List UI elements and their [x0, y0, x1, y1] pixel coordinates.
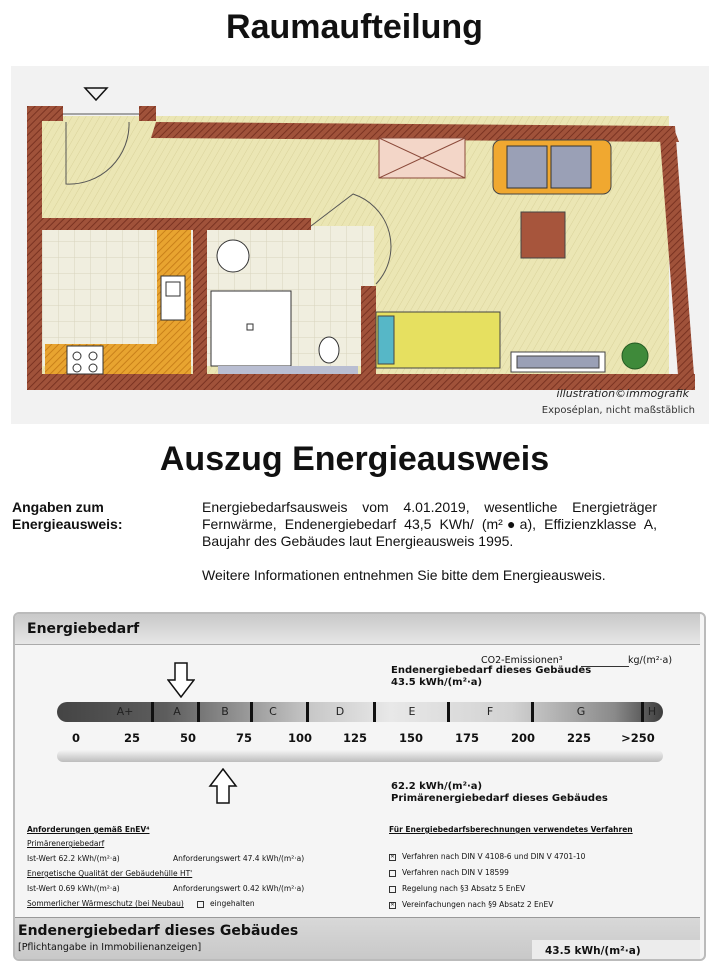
primary-energy-title: Primärenergiebedarf dieses Gebäudes — [391, 793, 608, 804]
efficiency-scale — [57, 702, 663, 722]
end-energy-block — [391, 665, 591, 689]
class-divider — [641, 702, 644, 722]
end-energy-title: Endenergiebedarf dieses Gebäudes — [391, 665, 592, 676]
scale-number: 75 — [235, 731, 253, 745]
end-energy-arrow-icon — [167, 662, 195, 698]
class-label: H — [647, 705, 657, 718]
procedure-item — [389, 868, 509, 877]
footer-value: 43.5 kWh/(m²·a) — [545, 945, 641, 957]
checkbox-icon — [197, 901, 204, 908]
procedure-item — [389, 900, 553, 909]
kept-option — [197, 899, 255, 908]
requirement-value-1: Anforderungswert 47.4 kWh/(m²·a) — [173, 854, 305, 863]
primary-heading: Primärenergiebedarf — [27, 839, 105, 848]
page-title: Raumaufteilung — [226, 8, 483, 46]
class-divider — [250, 702, 253, 722]
footer-subtitle: [Pflichtangabe in Immobilienanzeigen] — [18, 942, 202, 953]
info-label-line2: Energieausweis: — [12, 516, 123, 532]
info-paragraph: Energiebedarfsausweis vom 4.01.2019, wesentliche Energieträger Fernwärme, Endenergiebedarf 43,5 KWh/ (m²●a), Effizienzklasse A, Baujahr des Gebäudes laut Energieausweis 1995. — [202, 499, 657, 549]
footer-value-box — [532, 940, 700, 960]
info-label-line1: Angaben zum — [12, 499, 104, 515]
info-text — [202, 499, 657, 584]
class-divider — [151, 702, 154, 722]
section-title: Auszug Energieausweis — [159, 440, 550, 478]
info-label — [12, 499, 123, 533]
kept-label: eingehalten — [210, 899, 255, 908]
class-label: D — [335, 705, 345, 718]
primary-energy-band — [57, 750, 663, 762]
class-label: A — [173, 705, 181, 718]
scale-number: 225 — [566, 731, 592, 745]
requirement-value-2: Anforderungswert 0.42 kWh/(m²·a) — [173, 884, 305, 893]
procedure-label: Verfahren nach DIN V 18599 — [402, 868, 509, 877]
checkbox-icon — [389, 886, 396, 893]
class-label: B — [221, 705, 229, 718]
primary-energy-value: 62.2 kWh/(m²·a) — [391, 781, 483, 792]
scale-number: 100 — [287, 731, 313, 745]
procedure-title: Für Energiebedarfsberechnungen verwendetes Verfahren — [389, 825, 633, 834]
procedure-item — [389, 884, 525, 893]
energy-certificate — [13, 612, 706, 961]
scale-number: 25 — [123, 731, 141, 745]
primary-energy-arrow-icon — [208, 768, 238, 804]
quality-heading: Energetische Qualität der Gebäudehülle HT' — [27, 869, 193, 878]
summer-protection-label: Sommerlicher Wärmeschutz (bei Neubau) — [27, 899, 184, 908]
end-energy-footer — [15, 917, 700, 960]
procedure-label: Regelung nach §3 Absatz 5 EnEV — [402, 884, 526, 893]
scale-number: 150 — [398, 731, 424, 745]
class-divider — [373, 702, 376, 722]
class-label: A+ — [116, 705, 134, 718]
actual-value-2: Ist-Wert 0.69 kWh/(m²·a) — [27, 884, 120, 893]
procedure-label: Verfahren nach DIN V 4108-6 und DIN V 4701-10 — [402, 852, 586, 861]
info-paragraph-more: Weitere Informationen entnehmen Sie bitte dem Energieausweis. — [202, 567, 606, 583]
class-label: E — [408, 705, 416, 718]
floor-plan — [11, 66, 709, 424]
primary-energy-block — [391, 781, 608, 805]
procedure-item — [389, 852, 585, 861]
floor-plan-drawing — [11, 66, 709, 424]
scale-number: >250 — [621, 731, 655, 745]
scale-number: 200 — [510, 731, 536, 745]
procedure-label: Vereinfachungen nach §9 Absatz 2 EnEV — [402, 900, 554, 909]
class-label: F — [486, 705, 494, 718]
certificate-header-title: Energiebedarf — [27, 621, 140, 637]
illustration-credit: illustration©immografik — [556, 387, 689, 400]
actual-value-1: Ist-Wert 62.2 kWh/(m²·a) — [27, 854, 120, 863]
class-divider — [447, 702, 450, 722]
co2-label: CO2-Emissionen³ — [481, 655, 563, 666]
requirements-title: Anforderungen gemäß EnEV⁴ — [27, 825, 150, 834]
class-divider — [531, 702, 534, 722]
checkbox-icon — [389, 870, 396, 877]
scale-number: 175 — [454, 731, 480, 745]
end-energy-value: 43.5 kWh/(m²·a) — [391, 677, 483, 688]
plan-note: Exposéplan, nicht maßstäblich — [541, 405, 695, 416]
scale-number: 50 — [179, 731, 197, 745]
scale-number: 125 — [342, 731, 368, 745]
co2-unit: kg/(m²·a) — [628, 655, 673, 666]
checked-checkbox-icon: ✕ — [390, 901, 395, 908]
class-divider — [306, 702, 309, 722]
scale-number: 0 — [71, 731, 81, 745]
checked-checkbox-icon: ✕ — [390, 853, 395, 860]
certificate-header — [15, 614, 700, 645]
class-label: G — [576, 705, 586, 718]
class-label: C — [269, 705, 277, 718]
class-divider — [197, 702, 200, 722]
footer-title: Endenergiebedarf dieses Gebäudes — [18, 923, 299, 939]
